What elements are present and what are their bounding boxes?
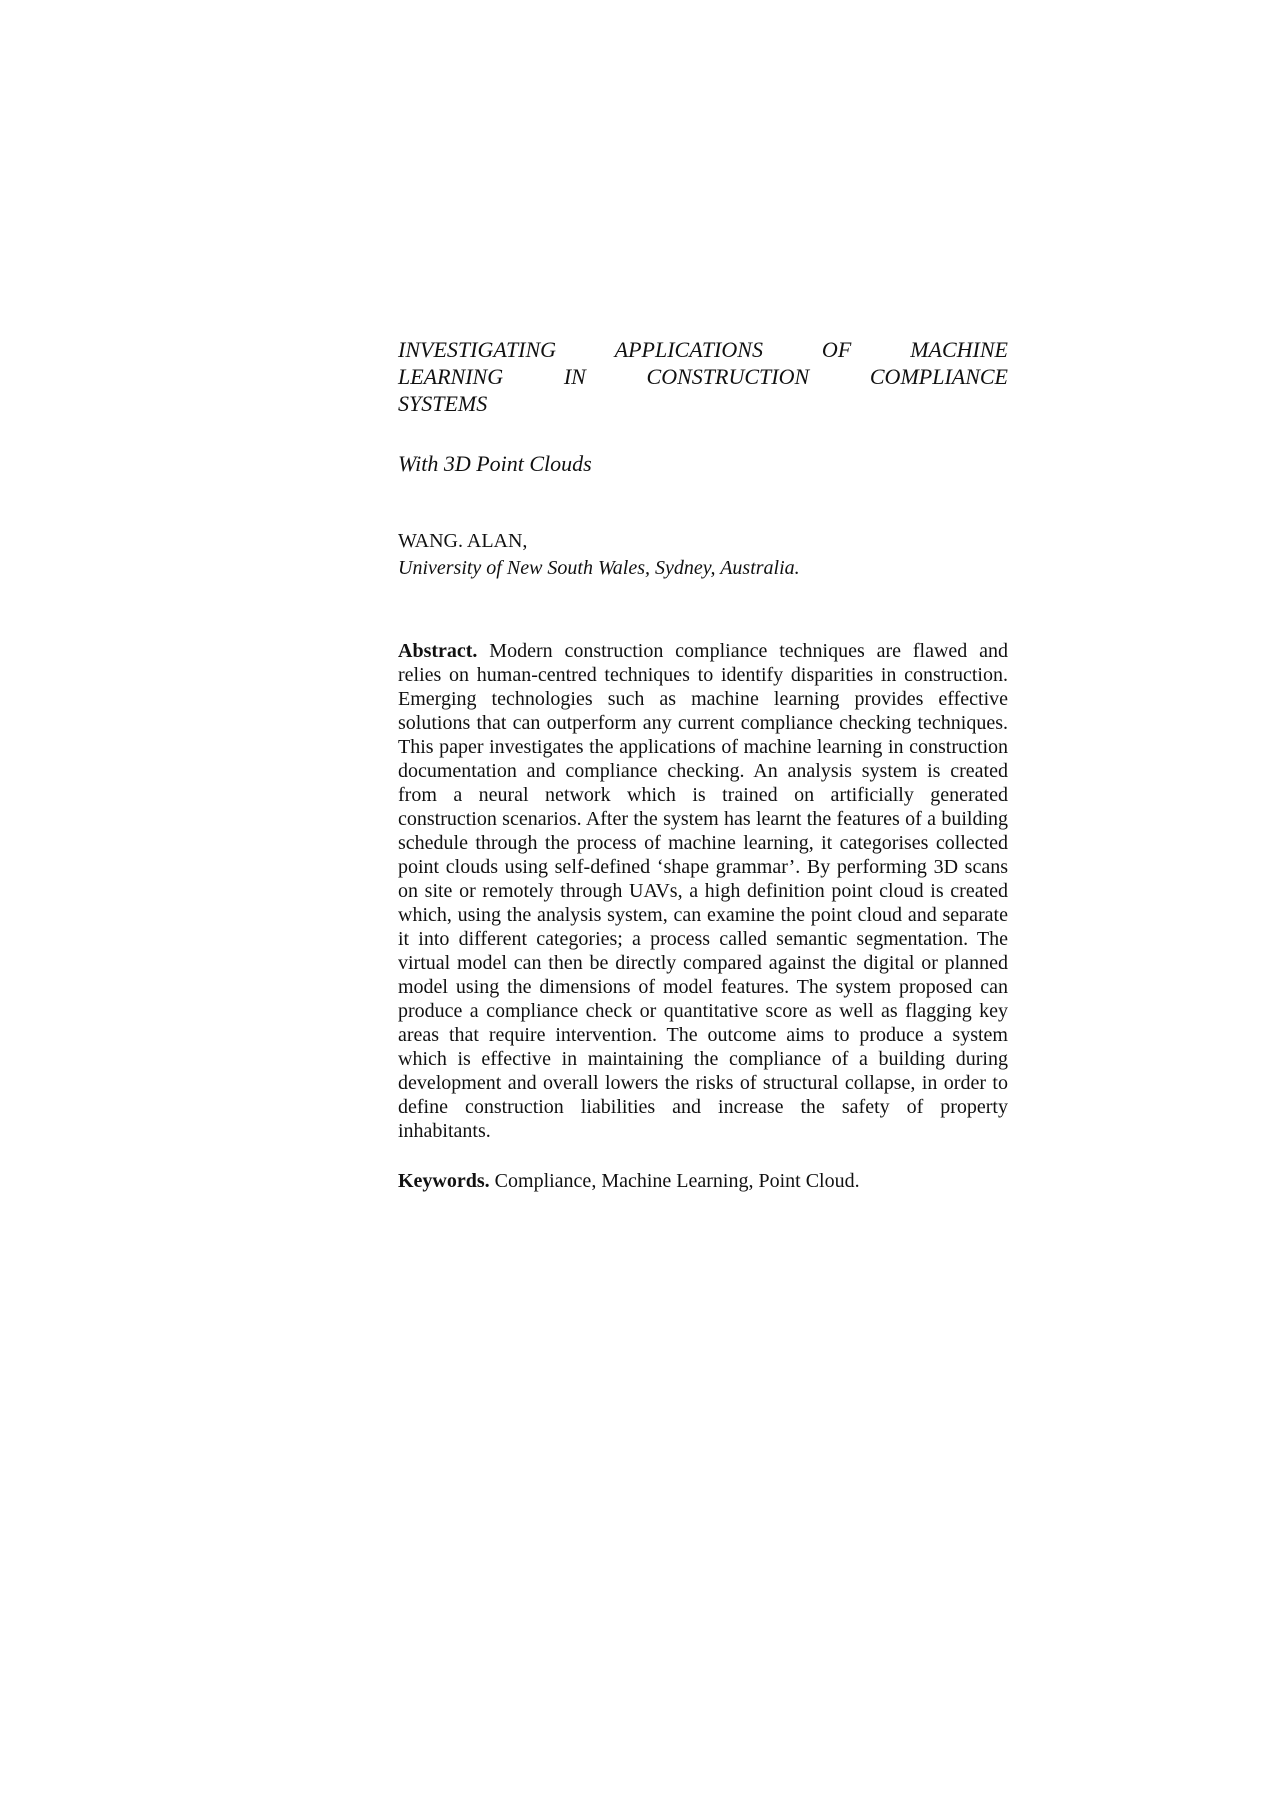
- paper-title: [398, 336, 1008, 417]
- keywords: [398, 1169, 1008, 1193]
- paper-title-line: SYSTEMS: [398, 391, 488, 416]
- paper-content-column: [398, 336, 1008, 1193]
- keywords-text: Compliance, Machine Learning, Point Cloud.: [494, 1170, 860, 1192]
- abstract-label: Abstract.: [398, 640, 478, 662]
- paper-title-line: INVESTIGATING APPLICATIONS OF MACHINE: [398, 337, 1008, 362]
- abstract-text: Modern construction compliance techniques are flawed and relies on human-centred techniques to identify disparities in construction. Emerging technologies such as machine learning provides effective solutions that can outperform any current compliance checking techniques. This paper investigates the applications of machine learning in construction documentation and compliance checking. An analysis system is created from a neural network which is trained on artificially generated construction scenarios. After the system has learnt the features of a building schedule through the process of machine learning, it categorises collected point clouds using self-defined ‘shape grammar’. By performing 3D scans on site or remotely through UAVs, a high definition point cloud is created which, using the analysis system, can examine the point cloud and separate it into different categories; a process called semantic segmentation. The virtual model can then be directly compared against the digital or planned model using the dimensions of model features. The system proposed can produce a compliance check or quantitative score as well as flagging key areas that require intervention. The outcome aims to produce a system which is effective in maintaining the compliance of a building during development and overall lowers the risks of structural collapse, in order to define construction liabilities and increase the safety of property inhabitants.: [398, 640, 1008, 1142]
- abstract: [398, 639, 1008, 1143]
- author-name: WANG. ALAN,: [398, 530, 528, 552]
- paper-title-line: LEARNING IN CONSTRUCTION COMPLIANCE: [398, 364, 1008, 389]
- keywords-label: Keywords.: [398, 1170, 490, 1192]
- author-affiliation: University of New South Wales, Sydney, Australia.: [398, 557, 800, 579]
- paper-subtitle: With 3D Point Clouds: [398, 451, 592, 476]
